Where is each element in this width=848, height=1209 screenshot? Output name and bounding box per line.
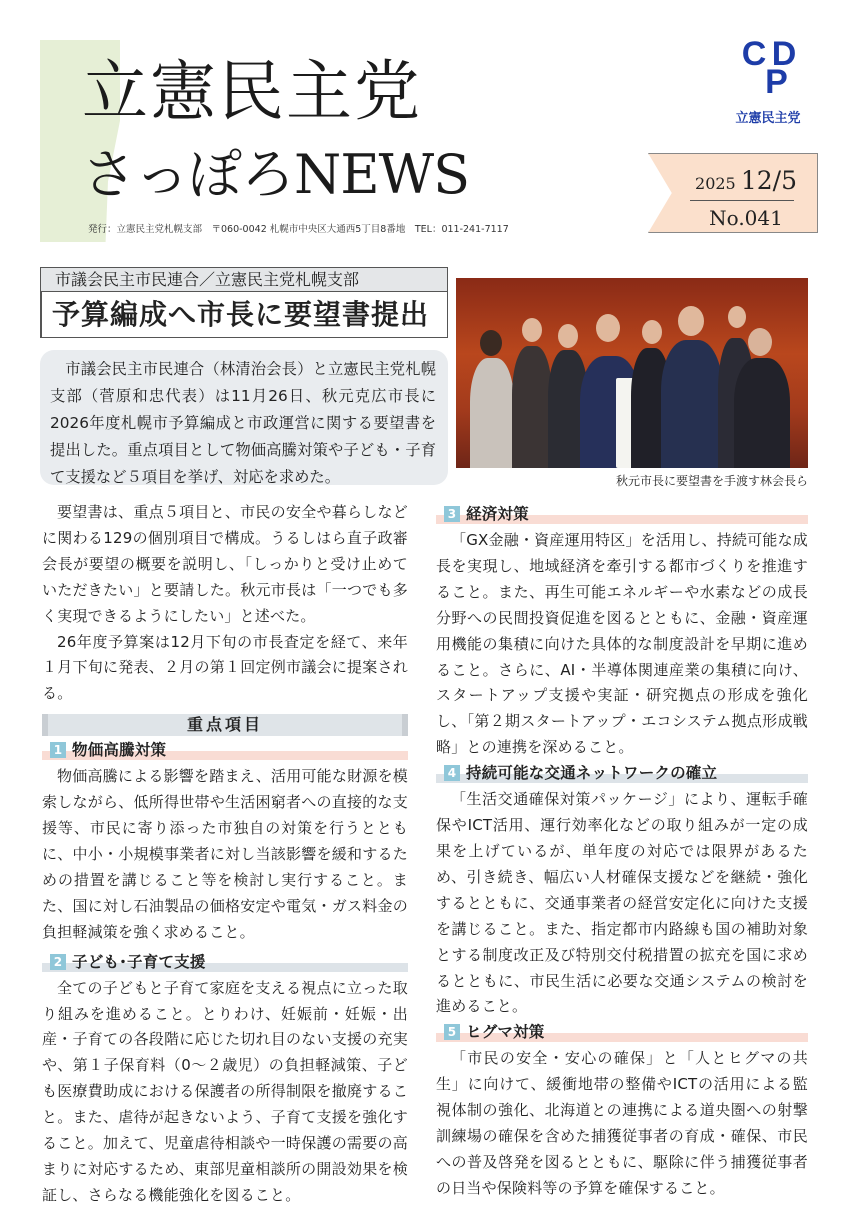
number-badge: 3: [444, 506, 460, 522]
section-heading: 5 ヒグマ対策: [436, 1022, 808, 1044]
number-badge: 5: [444, 1024, 460, 1040]
right-column: [436, 500, 808, 1202]
body-paragraph: 要望書は、重点５項目と、市民の安全や暮らしなどに関わる129の個別項目で構成。うるしはら直子政審会長が要望の概要を説明し、「しっかりと受け止めていただきたい」と要請した。秋元市長は「一つでも多く実現できるようにしたい」と述べた。: [42, 503, 408, 625]
section-heading: 1 物価高騰対策: [42, 740, 408, 762]
section-text: 物価高騰による影響を踏まえ、活用可能な財源を模索しながら、低所得世帯や生活困窮者への直接的な支援等、市民に寄り添った市独自の対策を行うとともに、中小・小規模事業者に対し当該影響を緩和するための措置を講じること等を検討し実行すること。また、国に対し石油製品の価格安定や電気・ガス料金の負担軽減策を強く求めること。: [42, 767, 408, 941]
article-lead: 市議会民主市民連合（林清治会長）と立憲民主党札幌支部（菅原和忠代表）は11月26日、秋元克広市長に2026年度札幌市予算編成と市政運営に関する要望書を提出した。重点項目として物価高騰対策や子ども・子育て支援など５項目を挙げ、対応を求めた。: [40, 350, 448, 485]
masthead-title: 立憲民主党: [82, 53, 422, 130]
number-badge: 1: [50, 742, 66, 758]
section-text: 「GX金融・資産運用特区」を活用し、持続可能な成長を実現し、地域経済を牽引する都市づくりを推進すること。また、再生可能エネルギーや水素などの成長分野への民間投資促進を図るとともに、金融・資産運用機能の集積に向けた具体的な制度設計を早期に進めること。さらに、AI・半導体関連産業の集積に向け、スタートアップ支援や実証・研究拠点の形成を強化し、「第２期スタートアップ・エコシステム拠点形成戦略」との連携を深めること。: [436, 531, 808, 757]
party-name: 立憲民主党: [735, 111, 801, 126]
article-headline: 予算編成へ市長に要望書提出: [40, 291, 448, 338]
left-column: [42, 500, 408, 1209]
publisher-info: 発行：立憲民主党札幌支部 〒060-0042 札幌市中央区大通西5丁目8番地 TEL：011-241-7117: [88, 224, 509, 235]
section-heading: 2 子ども･子育て支援: [42, 952, 408, 974]
section-heading: 4 持続可能な交通ネットワークの確立: [436, 763, 808, 785]
article-photo: [456, 278, 808, 468]
issue-number: No.041: [709, 206, 783, 230]
number-badge: 4: [444, 765, 460, 781]
body-paragraph: 26年度予算案は12月下旬の市長査定を経て、来年１月下旬に発表、２月の第１回定例市議会に提案される。: [42, 632, 408, 703]
masthead-subtitle: さっぽろNEWS: [82, 143, 470, 206]
section-text: 全ての子どもと子育て家庭を支える視点に立った取り組みを進めること。とりわけ、妊娠前・妊娠・出産・子育ての各段階に応じた切れ目のない支援の充実や、第１子保育料（0～２歳児）の負担軽減策、子ども医療費助成における保護者の所得制限を撤廃すること。また、虐待が起きないよう、子育て支援を強化すること。加えて、児童虐待相談や一時保護の需要の高まりに対応するため、東部児童相談所の開設効果を検証し、さらなる機能強化を図ること。: [42, 978, 408, 1204]
number-badge: 2: [50, 954, 66, 970]
section-heading: 3 経済対策: [436, 504, 808, 526]
priority-heading: 重点項目: [42, 714, 408, 736]
section-text: 「生活交通確保対策パッケージ」により、運転手確保やICT活用、運行効率化などの取り組みが一定の成果を上げているが、単年度の対応では限界があるため、引き続き、幅広い人材確保支援などを継続・強化するとともに、交通事業者の経営安定化に向けた支援を講じること。また、指定都市内路線も国の補助対象とする制度改正及び特別交付税措置の拡充を国に求めるとともに、市民生活に必要な交通システムの検討を進めること。: [436, 790, 808, 1016]
section-text: 「市民の安全・安心の確保」と「人とヒグマの共生」に向けて、緩衝地帯の整備やICTの活用による監視体制の強化、北海道との連携による道央圏への射撃訓練場の確保を含めた捕獲従事者の育成・確保、市民への普及啓発を図るとともに、駆除に伴う捕獲従事者の日当や保険料等の予算を確保すること。: [436, 1049, 808, 1197]
issue-date: 2025 12/5: [695, 166, 797, 195]
article-kicker: 市議会民主市民連合／立憲民主党札幌支部: [40, 267, 448, 291]
cdp-logo-icon: C D P: [741, 35, 795, 101]
divider: [690, 200, 794, 201]
photo-caption: 秋元市長に要望書を手渡す林会長ら: [615, 474, 808, 488]
